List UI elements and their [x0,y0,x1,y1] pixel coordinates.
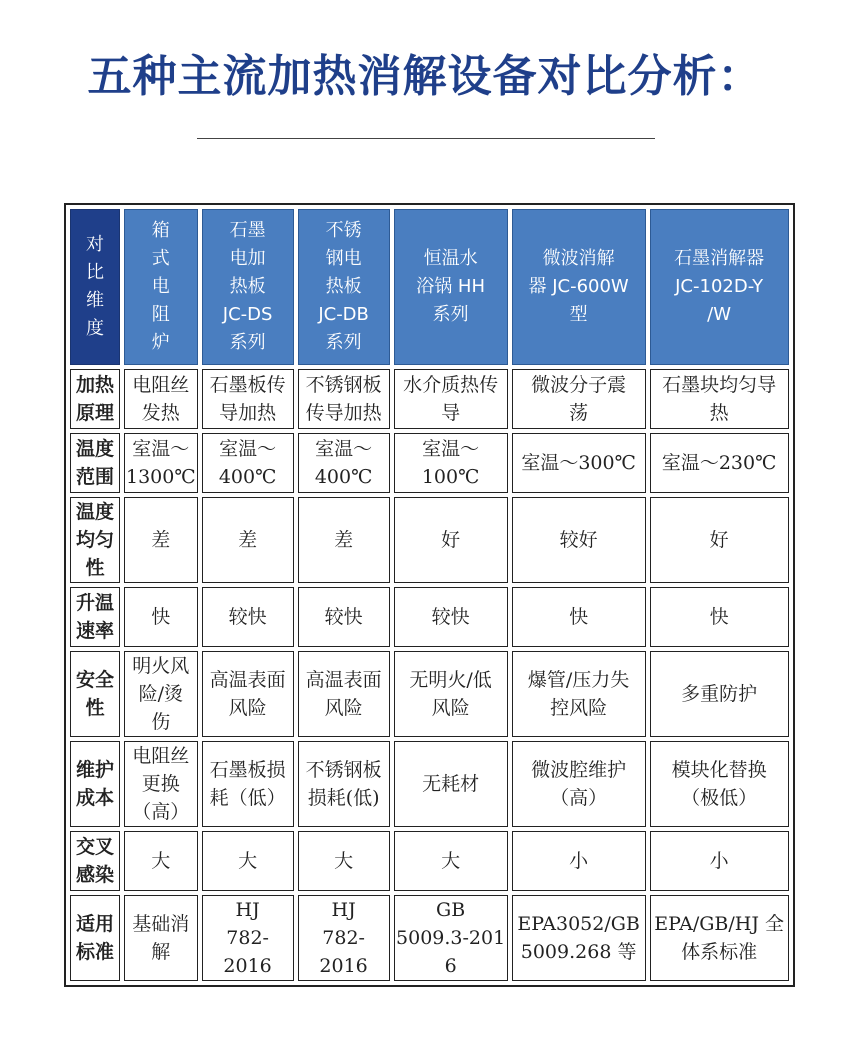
table-cell: 水介质热传 导 [394,369,508,429]
row-label: 适用 标准 [70,895,120,981]
row-label: 交叉 感染 [70,831,120,891]
table-cell: 模块化替换 （极低） [650,741,789,827]
table-cell: 室温～ 400℃ [202,433,294,493]
row-label: 温度 均匀 性 [70,497,120,583]
row-label: 温度 范围 [70,433,120,493]
table-cell: 室温～230℃ [650,433,789,493]
table-cell: 微波分子震 荡 [512,369,646,429]
table-row [70,497,789,583]
table-cell: 大 [124,831,198,891]
table-cell: 电阻丝 更换 （高） [124,741,198,827]
table-row [70,369,789,429]
row-label: 升温 速率 [70,587,120,647]
table-cell: 小 [650,831,789,891]
comparison-table [64,203,795,987]
table-cell: 石墨块均匀导 热 [650,369,789,429]
table-cell: 不锈钢板 传导加热 [298,369,390,429]
table-cell: 电阻丝 发热 [124,369,198,429]
table-cell: 无耗材 [394,741,508,827]
table-cell: 小 [512,831,646,891]
header-graphite-digester: 石墨消解器 JC-102D-Y /W [650,209,789,365]
table-cell: 明火风 险/烫 伤 [124,651,198,737]
page-title: 五种主流加热消解设备对比分析： [87,51,763,102]
table-cell: 大 [298,831,390,891]
row-label: 维护 成本 [70,741,120,827]
table-cell: 快 [512,587,646,647]
table-cell: 室温～ 100℃ [394,433,508,493]
corner-cell: 对 比 维 度 [70,209,120,365]
table-cell: EPA/GB/HJ 全 体系标准 [650,895,789,981]
header-box-furnace: 箱 式 电 阻 炉 [124,209,198,365]
table-cell: 无明火/低 风险 [394,651,508,737]
row-label: 加热 原理 [70,369,120,429]
table-cell: 快 [650,587,789,647]
title-divider [197,138,655,139]
table-row [70,651,789,737]
header-water-bath: 恒温水 浴锅 HH 系列 [394,209,508,365]
table-row [70,587,789,647]
table-cell: EPA3052/GB 5009.268 等 [512,895,646,981]
table-cell: 室温～300℃ [512,433,646,493]
table-row [70,895,789,981]
table-cell: 大 [202,831,294,891]
table-cell: GB 5009.3-201 6 [394,895,508,981]
table-cell: 室温～ 400℃ [298,433,390,493]
header-row [70,209,789,365]
table-cell: 较快 [202,587,294,647]
table-cell: HJ 782-2016 [202,895,294,981]
table-cell: 室温～ 1300℃ [124,433,198,493]
row-label: 安全 性 [70,651,120,737]
table-cell: 好 [394,497,508,583]
table-cell: 多重防护 [650,651,789,737]
header-microwave-digester: 微波消解 器 JC-600W 型 [512,209,646,365]
table-cell: 不锈钢板 损耗(低) [298,741,390,827]
table-cell: 基础消 解 [124,895,198,981]
table-cell: 差 [298,497,390,583]
table-row [70,433,789,493]
header-graphite-hotplate: 石墨 电加 热板 JC-DS 系列 [202,209,294,365]
table-cell: 快 [124,587,198,647]
table-cell: 石墨板损 耗（低） [202,741,294,827]
table-cell: 较快 [394,587,508,647]
table-cell: 较好 [512,497,646,583]
table-cell: 高温表面 风险 [298,651,390,737]
table-cell: 石墨板传 导加热 [202,369,294,429]
table-row [70,831,789,891]
table-cell: 差 [202,497,294,583]
table-row [70,741,789,827]
table-cell: 爆管/压力失 控风险 [512,651,646,737]
table-cell: 微波腔维护 （高） [512,741,646,827]
table-cell: 差 [124,497,198,583]
table-cell: 高温表面 风险 [202,651,294,737]
table-cell: HJ 782-2016 [298,895,390,981]
table-cell: 好 [650,497,789,583]
table-cell: 较快 [298,587,390,647]
table-cell: 大 [394,831,508,891]
header-steel-hotplate: 不锈 钢电 热板 JC-DB 系列 [298,209,390,365]
